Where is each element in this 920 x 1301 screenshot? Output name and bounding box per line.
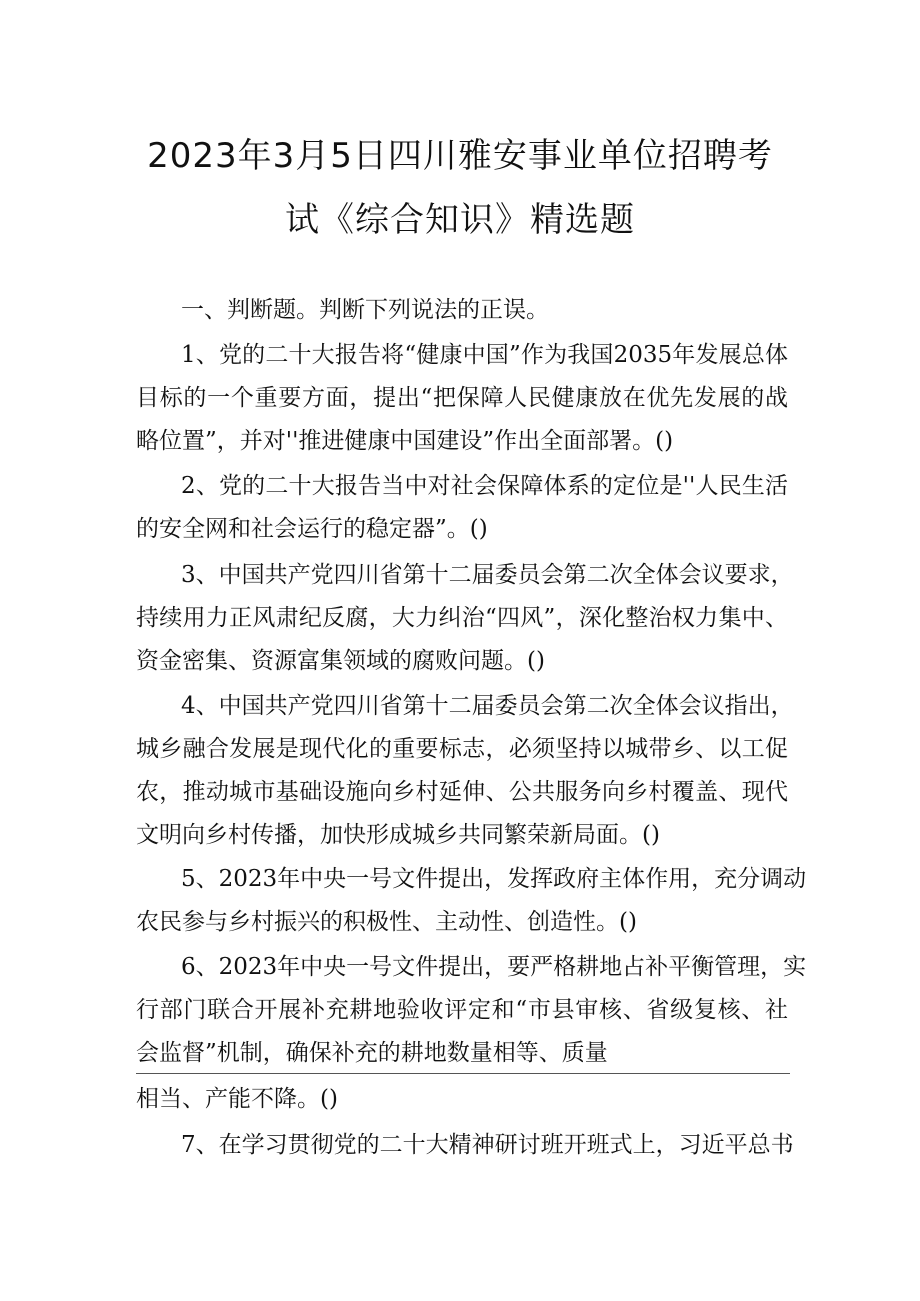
question-6-line-2: 行部门联合开展补充耕地验收评定和“市县审核、省级复核、社 [136, 997, 788, 1023]
question-2-line-1: 2、党的二十大报告当中对社会保障体系的定位是''人民生活 [181, 473, 788, 499]
question-1-line-1: 1、党的二十大报告将“健康中国”作为我国2035年发展总体 [181, 342, 788, 368]
document-title-line-1: 2023年3月5日四川雅安事业单位招聘考 [147, 136, 773, 176]
question-1-line-3: 略位置”，并对''推进健康中国建设”作出全面部署。() [136, 428, 674, 454]
question-3-line-2: 持续用力正风肃纪反腐，大力纠治“四风”，深化整治权力集中、 [136, 605, 788, 631]
question-4-line-4: 文明向乡村传播，加快形成城乡共同繁荣新局面。() [136, 822, 660, 848]
question-1-line-2: 目标的一个重要方面，提出“把保障人民健康放在优先发展的战 [136, 385, 788, 411]
question-7-line-1: 7、在学习贯彻党的二十大精神研讨班开班式上，习近平总书 [181, 1132, 794, 1158]
question-3-line-1: 3、中国共产党四川省第十二届委员会第二次全体会议要求， [181, 562, 794, 588]
question-2-line-2: 的安全网和社会运行的稳定器”。() [136, 516, 488, 542]
question-4-line-1: 4、中国共产党四川省第十二届委员会第二次全体会议指出， [181, 693, 794, 719]
question-3-line-3: 资金密集、资源富集领域的腐败问题。() [136, 648, 545, 674]
question-5-line-1: 5、2023年中央一号文件提出，发挥政府主体作用，充分调动 [181, 866, 807, 892]
question-4-line-2: 城乡融合发展是现代化的重要标志，必须坚持以城带乡、以工促 [136, 736, 788, 762]
section-heading: 一、判断题。判断下列说法的正误。 [181, 297, 549, 323]
question-6-line-4: 相当、产能不降。() [136, 1086, 338, 1112]
page-break-rule [136, 1073, 790, 1074]
document-title-line-2: 试《综合知识》精选题 [285, 200, 635, 240]
question-6-line-3: 会监督”机制，确保补充的耕地数量相等、质量 [136, 1040, 608, 1066]
question-5-line-2: 农民参与乡村振兴的积极性、主动性、创造性。() [136, 909, 637, 935]
question-4-line-3: 农，推动城市基础设施向乡村延伸、公共服务向乡村覆盖、现代 [136, 779, 788, 805]
question-6-line-1: 6、2023年中央一号文件提出，要严格耕地占补平衡管理，实 [181, 954, 807, 980]
